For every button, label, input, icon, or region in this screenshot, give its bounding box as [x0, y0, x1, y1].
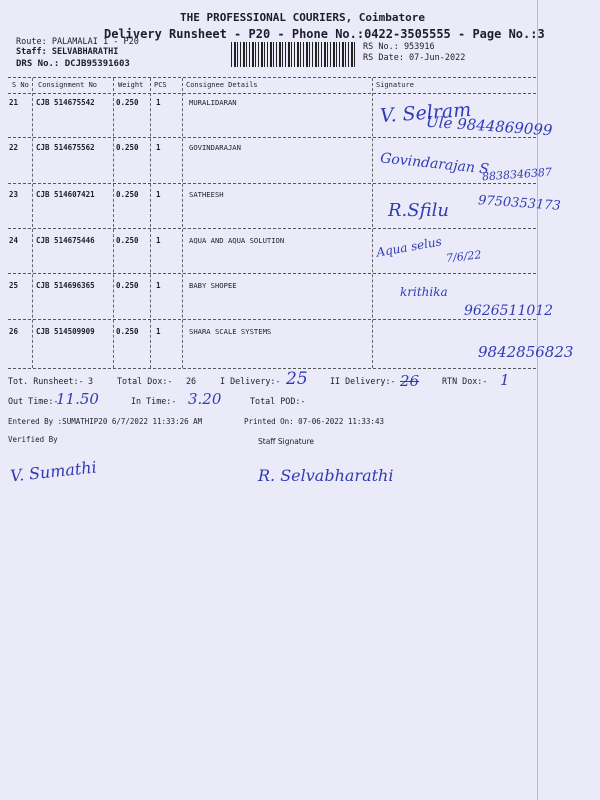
out-time-label: Out Time:-: [8, 396, 59, 406]
signature-row-26: 9842856823: [478, 343, 574, 361]
row-pcs: 1: [156, 98, 161, 107]
staff-text: Staff: SELVABHARATHI: [16, 47, 119, 57]
row-sno: 24: [9, 236, 19, 245]
row-consignee: SATHEESH: [189, 190, 224, 199]
table-row: [0, 327, 536, 372]
verified-by-label: Verified By: [8, 435, 58, 444]
rtn-dox-value: 1: [500, 371, 510, 389]
signature-note-25: 9626511012: [464, 303, 554, 319]
row-sno: 21: [9, 98, 19, 107]
table-bottom-line: [8, 368, 536, 369]
ii-delivery-value: 26: [400, 372, 420, 390]
staff-signature: R. Selvabharathi: [258, 466, 394, 485]
row-consignee: MURALIDARAN: [189, 98, 237, 107]
barcode: [231, 42, 356, 67]
printed-on-text: Printed On: 07-06-2022 11:33:43: [244, 417, 384, 426]
row-weight: 0.250: [116, 98, 139, 107]
tot-runsheet-value: 3: [88, 376, 94, 386]
col-pcs: PCS: [154, 81, 167, 89]
rs-date: RS Date: 07-Jun-2022: [363, 53, 466, 63]
row-separator: [8, 319, 536, 320]
row-separator: [8, 137, 536, 138]
col-consignee: Consignee Details: [186, 81, 258, 89]
i-delivery-value: 25: [286, 369, 308, 389]
signature-row-22: Govindarajan S: [379, 150, 490, 178]
out-time-value: 11.50: [56, 390, 99, 408]
drs-number: DRS No.: DCJB95391603: [16, 59, 130, 69]
col-sno: S No: [12, 81, 29, 89]
col-weight: Weight: [118, 81, 144, 89]
row-sno: 26: [9, 327, 19, 336]
company-title: THE PROFESSIONAL COURIERS, Coimbatore: [180, 11, 426, 24]
row-consignment: CJB 514675562: [36, 143, 95, 152]
row-consignee: GOVINDARAJAN: [189, 143, 241, 152]
signature-row-25: krithika: [400, 285, 448, 299]
tot-runsheet-label: Tot. Runsheet:-: [8, 376, 84, 386]
row-weight: 0.250: [116, 190, 139, 199]
signature-row-24: Aqua selus: [375, 234, 443, 260]
row-consignment: CJB 514696365: [36, 281, 95, 290]
row-sno: 22: [9, 143, 19, 152]
row-consignment: CJB 514675446: [36, 236, 95, 245]
row-weight: 0.250: [116, 281, 139, 290]
col-consignment: Consignment No: [38, 81, 98, 89]
signature-note-22: 8838346387: [481, 165, 553, 184]
staff-signature-label: Staff Signature: [258, 437, 315, 446]
row-consignee: AQUA AND AQUA SOLUTION: [189, 236, 285, 245]
runsheet-subtitle: Delivery Runsheet - P20 - Phone No.:0422-3505555 - Page No.:3: [104, 27, 545, 41]
row-separator: [8, 183, 536, 184]
row-pcs: 1: [156, 190, 161, 199]
col-signature: Signature: [376, 81, 414, 89]
row-separator: [8, 273, 536, 274]
row-pcs: 1: [156, 236, 161, 245]
total-dox-label: Total Dox:-: [117, 376, 173, 386]
i-delivery-label: I Delivery:-: [220, 376, 281, 386]
row-weight: 0.250: [116, 143, 139, 152]
signature-row-21: V. Selram: [379, 98, 472, 128]
route-text: Route: PALAMALAI 1 - P20: [16, 37, 139, 47]
row-consignee: SHARA SCALE SYSTEMS: [189, 327, 272, 336]
row-consignment: CJB 514675542: [36, 98, 95, 107]
total-dox-value: 26: [186, 376, 197, 386]
table-top-line: [8, 77, 536, 78]
row-sno: 25: [9, 281, 19, 290]
signature-row-23: R.Sfilu: [388, 200, 449, 221]
in-time-value: 3.20: [188, 390, 222, 408]
signature-note-23: 9750353173: [477, 193, 562, 214]
verified-by-signature: V. Sumathi: [9, 457, 98, 486]
ii-delivery-label: II Delivery:-: [330, 376, 396, 386]
rtn-dox-label: RTN Dox:-: [442, 376, 488, 386]
row-sno: 23: [9, 190, 19, 199]
rs-number: RS No.: 953916: [363, 42, 435, 52]
row-separator: [8, 228, 536, 229]
signature-note-24: 7/6/22: [445, 248, 482, 265]
signature-note-21: Ule 9844869099: [425, 112, 554, 140]
row-pcs: 1: [156, 281, 161, 290]
row-consignment: CJB 514607421: [36, 190, 95, 199]
total-pod-label: Total POD:-: [250, 396, 306, 406]
row-pcs: 1: [156, 327, 161, 336]
row-consignee: BABY SHOPEE: [189, 281, 237, 290]
row-weight: 0.250: [116, 236, 139, 245]
entered-by-text: Entered By :SUMATHIP20 6/7/2022 11:33:26 AM: [8, 417, 203, 426]
row-weight: 0.250: [116, 327, 139, 336]
row-pcs: 1: [156, 143, 161, 152]
row-consignment: CJB 514509909: [36, 327, 95, 336]
table-header-line: [8, 93, 536, 94]
in-time-label: In Time:-: [131, 396, 177, 406]
